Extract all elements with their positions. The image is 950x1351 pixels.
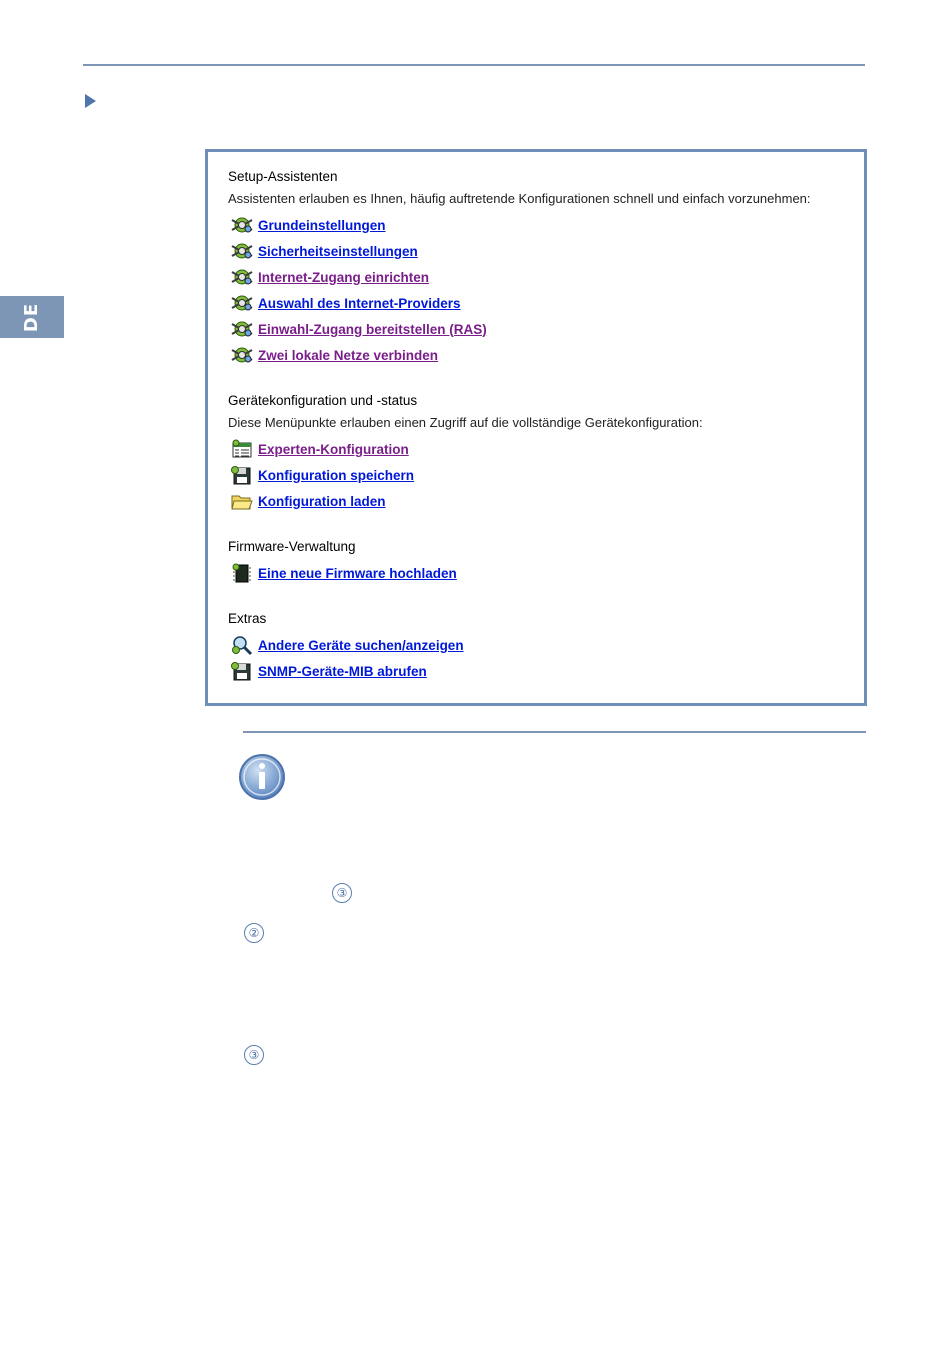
link-einwahl-zugang[interactable]: Einwahl-Zugang bereitstellen (RAS) (258, 321, 487, 337)
webconfig-panel (205, 149, 867, 706)
floppy-mib-icon (230, 660, 254, 682)
extras-link-row[interactable] (230, 660, 427, 682)
step-marker-2: ② (244, 923, 264, 943)
setup-description: Assistenten erlauben es Ihnen, häufig auftretende Konfigurationen schnell und einfach vorzunehmen: (228, 191, 811, 206)
floppy-save-icon (230, 464, 254, 486)
link-grundeinstellungen[interactable]: Grundeinstellungen (258, 217, 386, 233)
setup-link-row[interactable] (230, 266, 429, 288)
wizard-icon (230, 266, 254, 288)
wizard-icon (230, 292, 254, 314)
firmware-link-row[interactable] (230, 562, 457, 584)
firmware-chip-icon (230, 562, 254, 584)
link-konfiguration-laden[interactable]: Konfiguration laden (258, 493, 386, 509)
link-internet-zugang[interactable]: Internet-Zugang einrichten (258, 269, 430, 285)
link-experten-konfiguration[interactable]: Experten-Konfiguration (258, 441, 409, 457)
extras-title: Extras (228, 611, 267, 626)
setup-link-row[interactable] (230, 240, 418, 262)
language-tab (0, 296, 64, 338)
link-lokale-netze[interactable]: Zwei lokale Netze verbinden (258, 347, 439, 363)
setup-link-row[interactable] (230, 292, 461, 314)
config-table-icon (230, 438, 254, 460)
extras-link-row[interactable] (230, 634, 464, 656)
search-devices-icon (230, 634, 254, 656)
link-snmp-mib[interactable]: SNMP-Geräte-MIB abrufen (258, 663, 427, 679)
wizard-icon (230, 344, 254, 366)
device-description: Diese Menüpunkte erlauben einen Zugriff auf die vollständige Gerätekonfiguration: (228, 415, 703, 430)
firmware-title: Firmware-Verwaltung (228, 539, 356, 554)
info-icon (237, 752, 287, 802)
link-geraete-suchen[interactable]: Andere Geräte suchen/anzeigen (258, 637, 464, 653)
setup-link-row[interactable] (230, 344, 438, 366)
device-link-row[interactable] (230, 490, 386, 512)
device-title: Gerätekonfiguration und -status (228, 393, 418, 408)
setup-title: Setup-Assistenten (228, 169, 338, 184)
folder-open-icon (230, 490, 254, 512)
device-link-row[interactable] (230, 438, 409, 460)
link-firmware-hochladen[interactable]: Eine neue Firmware hochladen (258, 565, 457, 581)
link-sicherheitseinstellungen[interactable]: Sicherheitseinstellungen (258, 243, 418, 259)
header-rule (83, 64, 865, 66)
link-internet-provider[interactable]: Auswahl des Internet-Providers (258, 295, 461, 311)
bullet-triangle-icon (85, 94, 96, 108)
wizard-icon (230, 214, 254, 236)
setup-link-row[interactable] (230, 214, 386, 236)
setup-link-row[interactable] (230, 318, 487, 340)
language-tab-label: DE (21, 302, 43, 332)
step-marker-3: ③ (332, 883, 352, 903)
device-link-row[interactable] (230, 464, 414, 486)
wizard-icon (230, 240, 254, 262)
step-marker-3: ③ (244, 1045, 264, 1065)
link-konfiguration-speichern[interactable]: Konfiguration speichern (258, 467, 415, 483)
note-rule (243, 731, 866, 733)
wizard-icon (230, 318, 254, 340)
